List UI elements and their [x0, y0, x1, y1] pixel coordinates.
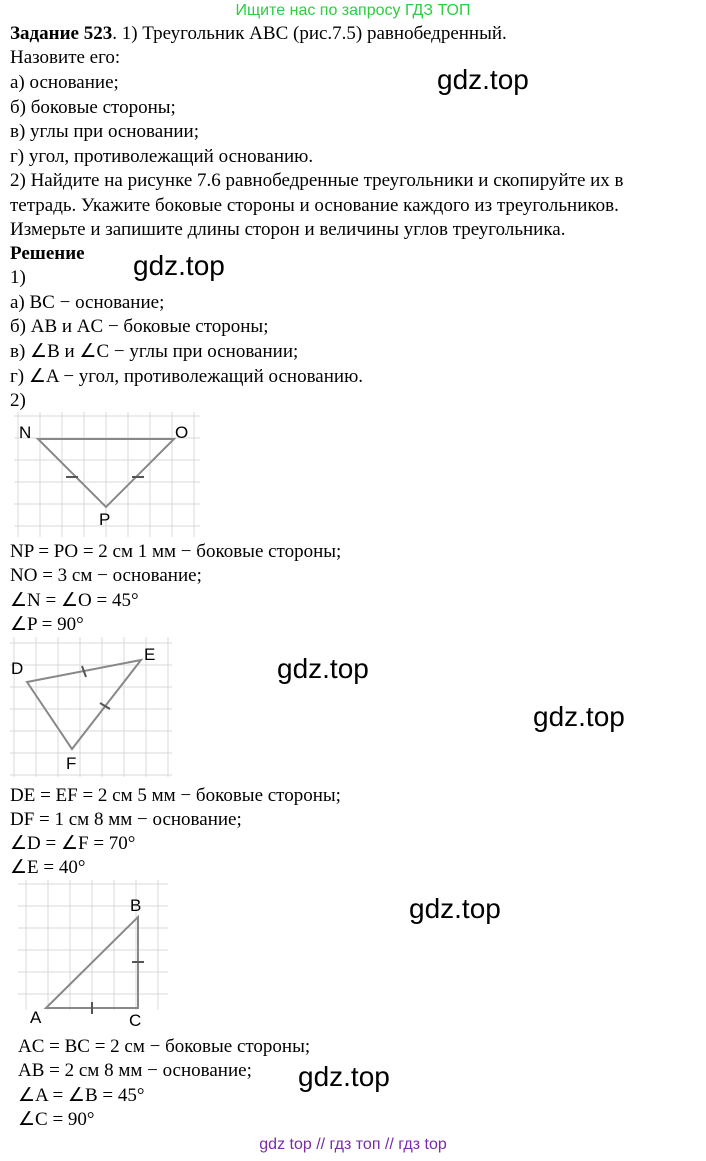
watermark: gdz.top	[277, 653, 369, 684]
vertex-label-p: P	[99, 510, 111, 529]
watermark: gdz.top	[409, 893, 501, 924]
vertex-label-o: O	[175, 423, 189, 442]
vertex-label-n: N	[19, 423, 32, 442]
vertex-label-a: A	[30, 1008, 42, 1027]
vertex-label-b: B	[130, 896, 142, 915]
watermark: gdz.top	[133, 250, 225, 281]
task-line: Назовите его:	[10, 47, 121, 68]
answer-line: DF = 1 см 8 мм − основание;	[10, 809, 242, 830]
watermark: gdz.top	[437, 64, 529, 95]
triangle-nop-figure	[14, 412, 200, 537]
top-banner[interactable]: Ищите нас по запросу ГДЗ ТОП	[235, 2, 471, 19]
triangle-abc-figure	[18, 880, 168, 1030]
answer-line: г) ∠A − угол, противолежащий основанию.	[10, 366, 364, 387]
task-line: 2) Найдите на рисунке 7.6 равнобедренные треугольники и скопируйте их в	[10, 170, 624, 191]
answer-line: ∠P = 90°	[10, 614, 84, 635]
answer-line: AC = BC = 2 см − боковые стороны;	[18, 1036, 311, 1057]
task-line: б) боковые стороны;	[10, 97, 176, 118]
task-header	[10, 22, 507, 46]
task-line: г) угол, противолежащий основанию.	[10, 146, 314, 167]
part2-label: 2)	[10, 390, 26, 411]
answer-line: б) AB и AC − боковые стороны;	[10, 316, 269, 337]
task-line: тетрадь. Укажите боковые стороны и основание каждого из треугольников.	[10, 195, 619, 216]
answer-line: AB = 2 см 8 мм − основание;	[18, 1060, 252, 1081]
solution-heading: Решение	[10, 243, 85, 264]
answer-line: ∠N = ∠O = 45°	[10, 590, 139, 611]
task-line: в) углы при основании;	[10, 121, 199, 142]
task-title-rest: . 1) Треугольник ABC (рис.7.5) равнобедренный.	[112, 23, 507, 44]
task-line: а) основание;	[10, 72, 119, 93]
watermark: gdz.top	[298, 1061, 390, 1092]
part1-label: 1)	[10, 267, 26, 288]
triangle-def-figure	[10, 637, 172, 777]
vertex-label-f: F	[66, 754, 77, 773]
vertex-label-d: D	[11, 659, 24, 678]
task-title: Задание 523	[10, 23, 113, 44]
answer-line: ∠E = 40°	[10, 857, 86, 878]
footer-links[interactable]: gdz top // гдз топ // гдз top	[259, 1136, 447, 1153]
answer-line: NO = 3 см − основание;	[10, 565, 202, 586]
answer-line: в) ∠B и ∠C − углы при основании;	[10, 341, 299, 362]
answer-line: ∠D = ∠F = 70°	[10, 833, 136, 854]
answer-line: ∠A = ∠B = 45°	[18, 1085, 145, 1106]
vertex-label-c: C	[129, 1011, 142, 1030]
answer-line: ∠C = 90°	[18, 1109, 95, 1130]
answer-line: NP = PO = 2 см 1 мм − боковые стороны;	[10, 541, 342, 562]
answer-line: а) BC − основание;	[10, 292, 165, 313]
watermark: gdz.top	[533, 701, 625, 732]
vertex-label-e: E	[144, 645, 156, 664]
task-line: Измерьте и запишите длины сторон и величины углов треугольника.	[10, 219, 566, 240]
answer-line: DE = EF = 2 см 5 мм − боковые стороны;	[10, 785, 341, 806]
